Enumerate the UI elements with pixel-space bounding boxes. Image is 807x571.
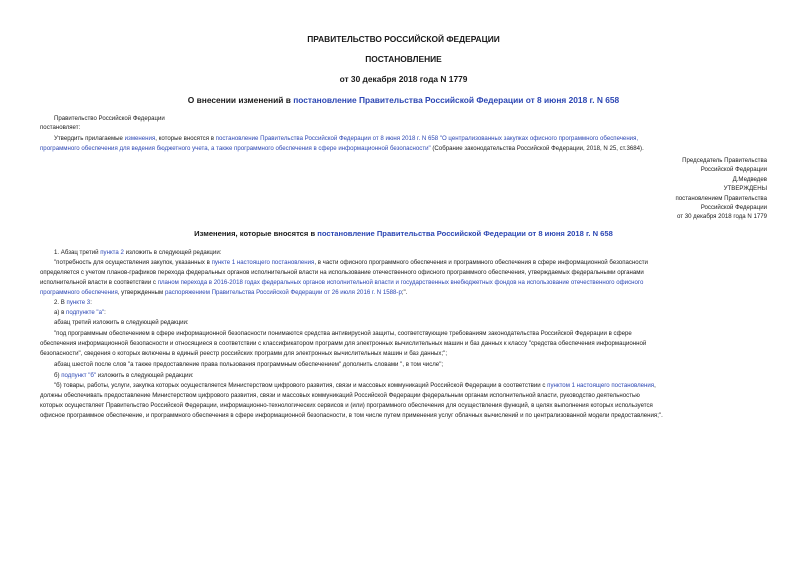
subitem-b: б) подпункт "б" изложить в следующей редакции: — [54, 372, 194, 379]
subitem-a-paragraph: абзац третий изложить в следующей редакции: — [54, 319, 189, 326]
preamble-line-2: постановляет: — [40, 124, 81, 131]
point-3-link[interactable]: пункте 3 — [66, 299, 91, 306]
subitem-a-sixth: абзац шестой после слов "а также предоставление права пользования программным обеспечением" дополнить словами ", в том числе"; — [54, 361, 444, 368]
quote-1-line-4: программного обеспечения, утвержденным распоряжением Правительства Российской Федерации от 26 июля 2016 г. N 1588-р;". — [40, 289, 408, 296]
quote-1-line-1: "потребность для осуществления закупок, указанных в пункте 1 настоящего постановления, в части офисного программного обеспечения и программного обеспечения в сфере информационной безопасности — [54, 259, 648, 266]
quote-2-line-1: "под программным обеспечением в сфере информационной безопасности понимаются средства антивирусной защиты, соответствующие требованиям законодательства Российской Федерации в сфере — [54, 330, 632, 337]
transition-plan-link[interactable]: планом перехода в 2016-2018 годах федеральных органов исполнительной власти и государственных внебюджетных фондов на использование отечественного офисного — [157, 279, 644, 286]
quote-3-line-4: офисное программное обеспечение, и программного обеспечения в сфере информационной безопасности, в том числе путем применения услуг облачных вычислений и по централизованной модели предоставления;". — [40, 412, 663, 419]
signature-block: Председатель Правительства Российской Федерации Д.Медведев УТВЕРЖДЕНЫ постановлением Правительства Российской Федерации от 30 декабря 2018 года N 1779 — [675, 157, 767, 221]
title-text: О внесении изменений в — [187, 95, 294, 105]
date-number-heading: от 30 декабря 2018 года N 1779 — [339, 74, 468, 84]
approve-paragraph-line-1: Утвердить прилагаемые изменения, которые вносятся в постановление Правительства Российской Федерации от 8 июня 2018 г. N 658 "О централизованных закупках офисного программного обеспечения, — [54, 135, 639, 142]
changes-link[interactable]: изменения — [124, 135, 156, 142]
resolution-658-link[interactable]: постановление Правительства Российской Федерации от 8 июня 2018 г. N 658 "О централизованных закупках офисного программного обеспечения, — [215, 135, 639, 142]
subitem-a: а) в подпункте "а": — [54, 309, 106, 316]
point-2-link[interactable]: пункта 2 — [100, 249, 124, 256]
item-2: 2. В пункте 3: — [54, 299, 92, 306]
changes-title-link[interactable]: постановление Правительства Российской Федерации от 8 июня 2018 г. N 658 — [317, 229, 613, 238]
item-1: 1. Абзац третий пункта 2 изложить в следующей редакции: — [54, 249, 222, 256]
order-1588-link[interactable]: распоряжением Правительства Российской Федерации от 26 июля 2016 г. N 1588-р — [164, 289, 402, 296]
document-title — [0, 95, 807, 105]
quote-3-line-1: "б) товары, работы, услуги, закупка которых осуществляется Министерством цифрового развития, связи и массовых коммуникаций Российской Федерации в соответствии с пунктом 1 настоящего постановления, — [54, 382, 656, 389]
doc-type-heading: ПОСТАНОВЛЕНИЕ — [365, 54, 442, 64]
resolution-658-link-cont[interactable]: программного обеспечения для ведения бюджетного учета, а также программного обеспечения в сфере информационной безопасности" — [40, 145, 431, 152]
quote-3-line-3: которых осуществляет Правительство Российской Федерации, информационно-технологических сервисов и (или) программного обеспечения для осуществления функций, в целях выполнения которых используется — [40, 402, 653, 409]
point-1-link-2[interactable]: пунктом 1 настоящего постановления — [547, 382, 655, 389]
government-heading: ПРАВИТЕЛЬСТВО РОССИЙСКОЙ ФЕДЕРАЦИИ — [307, 34, 500, 44]
preamble-line-1: Правительство Российской Федерации — [54, 115, 165, 122]
quote-3-line-2: должны обеспечивать предоставление Министерством цифрового развития, связи и массовых коммуникаций Российской Федерации федеральным органам исполнительной власти, руководство деятельностью — [40, 392, 640, 399]
changes-title: Изменения, которые вносятся в постановление Правительства Российской Федерации от 8 июня 2018 г. N 658 — [194, 229, 613, 238]
subpoint-b-link[interactable]: подпункт "б" — [61, 372, 97, 379]
subpoint-a-link[interactable]: подпункте "а" — [66, 309, 105, 316]
approve-paragraph-line-2: программного обеспечения для ведения бюджетного учета, а также программного обеспечения в сфере информационной безопасности" (Собрание законодательства Российской Федерации, 2018, N 25, ст.3684). — [40, 145, 644, 152]
quote-2-line-3: безопасности", сведения о которых включены в единый реестр российских программ для электронных вычислительных машин и баз данных;"; — [40, 350, 448, 357]
quote-2-line-2: обеспечения информационной безопасности и относящиеся в соответствии с классификатором программ для электронных вычислительных машин и баз данных к классу "средства обеспечения информационной — [40, 340, 647, 347]
title-link[interactable]: постановление Правительства Российской Федерации от 8 июня 2018 г. N 658 — [293, 95, 620, 105]
quote-1-line-3: исполнительной власти в соответствии с планом перехода в 2016-2018 годах федеральных органов исполнительной власти и государственных внебюджетных фондов на использование отечественного офисного — [40, 279, 644, 286]
point-1-link[interactable]: пункте 1 настоящего постановления — [211, 259, 315, 266]
quote-1-line-2: определяется с учетом планов-графиков перехода федеральных органов исполнительной власти на использование отечественного офисного программного обеспечения, утверждаемых федеральными органами — [40, 269, 644, 276]
transition-plan-link-cont[interactable]: программного обеспечения — [40, 289, 118, 296]
